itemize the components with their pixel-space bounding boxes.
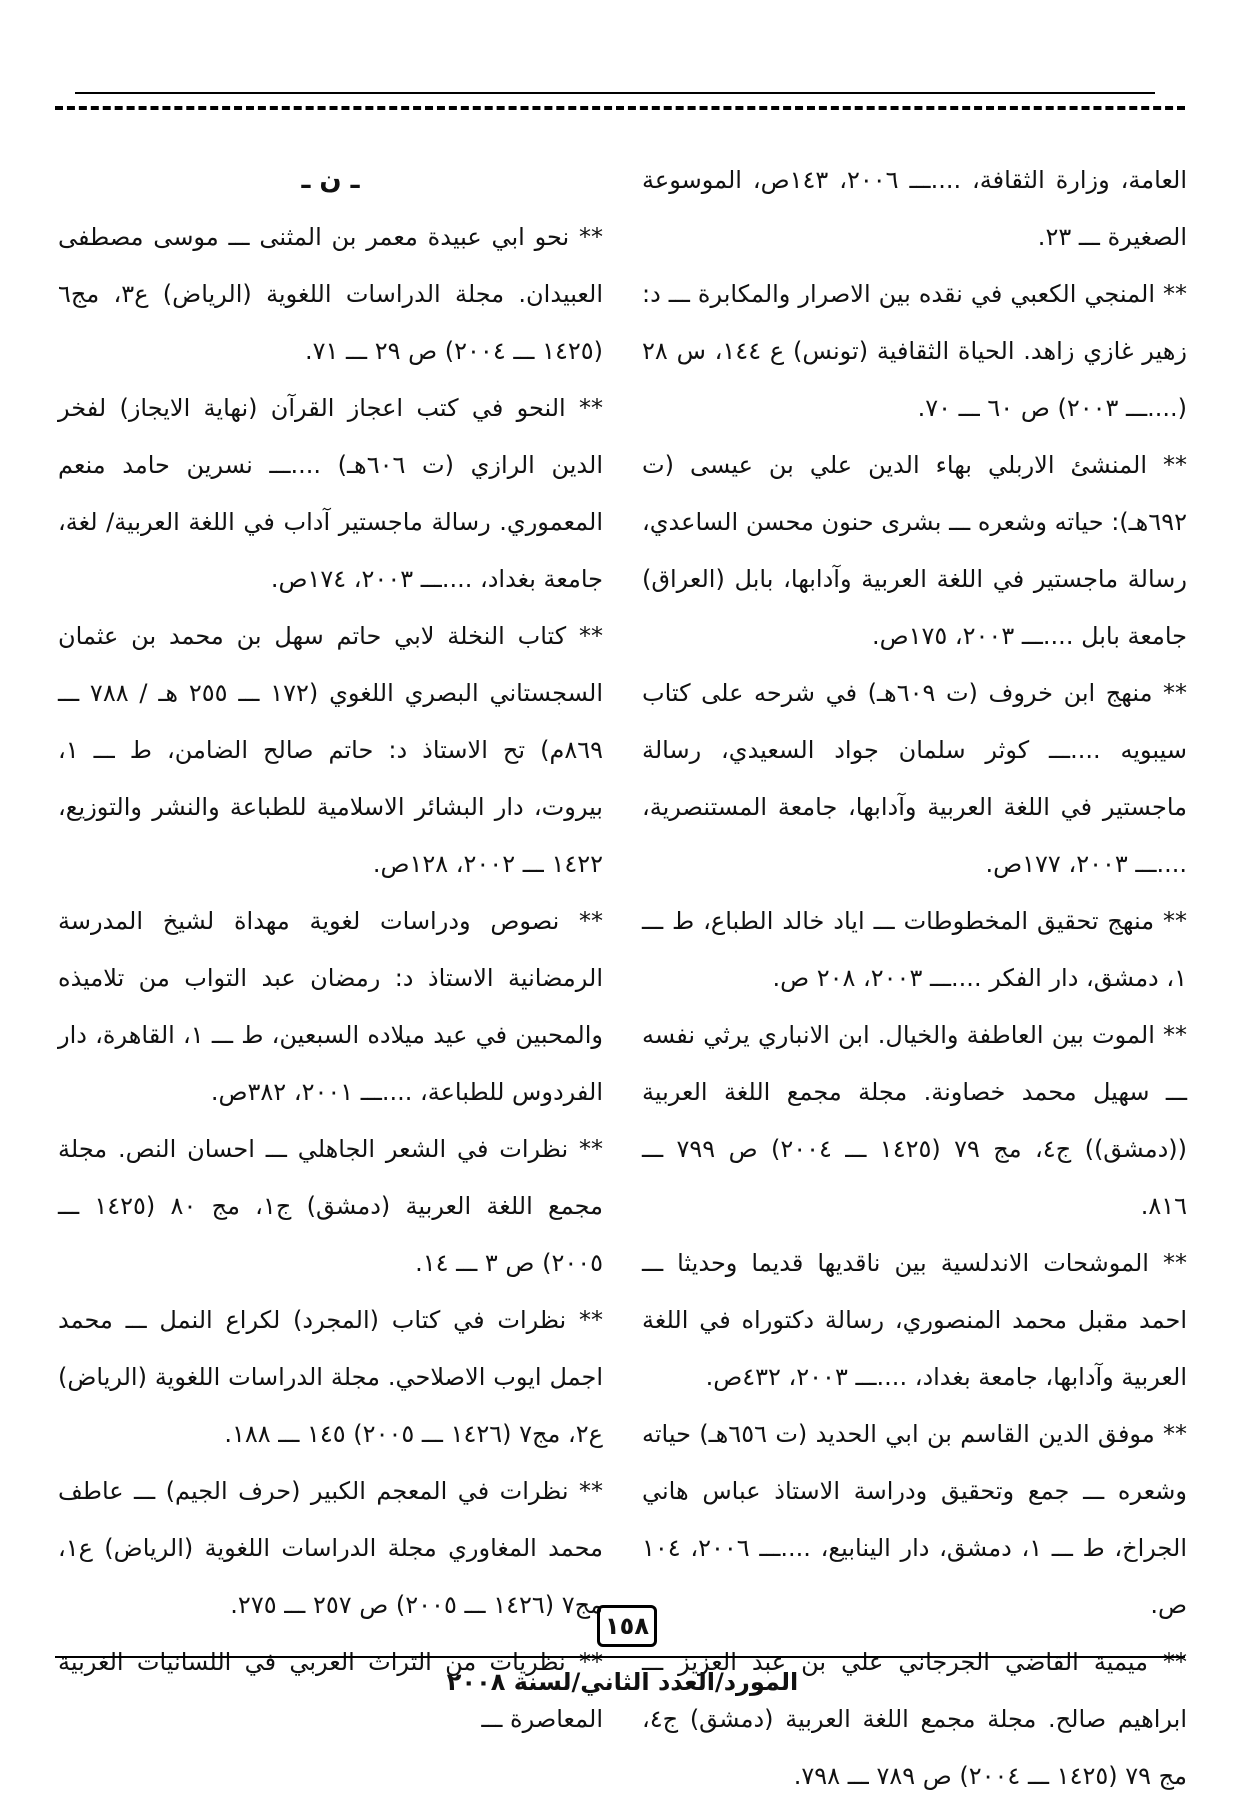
bibliography-entry: ** نظرات في الشعر الجاهلي ـــ احسان النص. مجلة مجمع اللغة العربية (دمشق) ج١، مج ٨٠ (١٤٢٥ ـــ ٢٠٠٥) ص ٣ ـــ ١٤. [58, 1135, 603, 1277]
bibliography-entry: ** النحو في كتب اعجاز القرآن (نهاية الايجاز) لفخر الدين الرازي (ت ٦٠٦هـ) ....ـــ نسرين حامد منعم المعموري. رسالة ماجستير آداب في اللغة العربية/ لغة، جامعة بغداد، ....ـــ ٢٠٠٣، ١٧٤ص. [58, 394, 603, 593]
bibliography-entry: ** نحو ابي عبيدة معمر بن المثنى ـــ موسى مصطفى العبيدان. مجلة الدراسات اللغوية (الرياض) ع٣، مج٦ (١٤٢٥ ـــ ٢٠٠٤) ص ٢٩ ـــ ٧١. [58, 223, 603, 365]
bibliography-entry: ** المنجي الكعبي في نقده بين الاصرار والمكابرة ـــ د: زهير غازي زاهد. الحياة الثقافية (تونس) ع ١٤٤، س ٢٨ (....ـــ ٢٠٠٣) ص ٦٠ ـــ ٧٠. [642, 280, 1187, 422]
bibliography-entry: ** نظرات في المعجم الكبير (حرف الجيم) ـــ عاطف محمد المغاوري مجلة الدراسات اللغوية (الرياض) ع١، مج٧ (١٤٢٦ ـــ ٢٠٠٥) ص ٢٥٧ ـــ ٢٧٥. [58, 1477, 603, 1619]
bibliography-entry: ** الموت بين العاطفة والخيال. ابن الانباري يرثي نفسه ـــ سهيل محمد خصاونة. مجلة مجمع اللغة العربية ((دمشق)) ج٤، مج ٧٩ (١٤٢٥ ـــ ٢٠٠٤) ص ٧٩٩ ـــ ٨١٦. [642, 1021, 1187, 1220]
journal-footer: المورد/العدد الثاني/لسنة ٢٠٠٨ [446, 1668, 799, 1696]
bibliography-entry: ** ميمية القاضي الجرجاني علي بن عبد العزيز ـــ ابراهيم صالح. مجلة مجمع اللغة العربية (دمشق) ج٤، مج ٧٩ (١٤٢٥ ـــ ٢٠٠٤) ص ٧٨٩ ـــ ٧٩٨. [642, 1648, 1187, 1790]
page-number: ١٥٨ [597, 1605, 657, 1647]
bibliography-entry: ** نصوص ودراسات لغوية مهداة لشيخ المدرسة الرمضانية الاستاذ د: رمضان عبد التواب من تلاميذه والمحبين في عيد ميلاده السبعين، ط ـــ ١، القاهرة، دار الفردوس للطباعة، ....ـــ ٢٠٠١، ٣٨٢ص. [58, 907, 603, 1106]
bibliography-entry: ** موفق الدين القاسم بن ابي الحديد (ت ٦٥٦هـ) حياته وشعره ـــ جمع وتحقيق ودراسة الاستاذ عباس هاني الجراخ، ط ـــ ١، دمشق، دار الينابيع، ....ـــ ٢٠٠٦، ١٠٤ ص. [642, 1420, 1188, 1619]
header-rule [75, 92, 1155, 94]
footer-rule [55, 1656, 1185, 1658]
bibliography-entry: ** المنشئ الاربلي بهاء الدين علي بن عيسى (ت ٦٩٢هـ): حياته وشعره ـــ بشرى حنون محسن الساعدي، رسالة ماجستير في اللغة العربية وآدابها، بابل (العراق) جامعة بابل ....ـــ ٢٠٠٣، ١٧٥ص. [642, 451, 1187, 650]
bibliography-entry: ** كتاب النخلة لابي حاتم سهل بن محمد بن عثمان السجستاني البصري اللغوي (١٧٢ ـــ ٢٥٥ هـ / ٧٨٨ ـــ ٨٦٩م) تح الاستاذ د: حاتم صالح الضامن، ط ـــ ١، بيروت، دار البشائر الاسلامية للطباعة والنشر والتوزيع، ١٤٢٢ ـــ ٢٠٠٢، ١٢٨ص. [58, 622, 603, 878]
header-dashed-rule [55, 106, 1185, 110]
right-column [642, 152, 1187, 1805]
bibliography-entry: ** نظريات من التراث العربي في اللسانيات الغربية المعاصرة ـــ [58, 1648, 603, 1733]
bibliography-entry: ** منهج تحقيق المخطوطات ـــ اياد خالد الطباع، ط ـــ ١، دمشق، دار الفكر ....ـــ ٢٠٠٣، ٢٠٨ ص. [642, 907, 1187, 992]
bibliography-entry: العامة، وزارة الثقافة، ....ـــ ٢٠٠٦، ١٤٣ص، الموسوعة الصغيرة ـــ ٢٣. [642, 166, 1187, 251]
bibliography-entry: ** منهج ابن خروف (ت ٦٠٩هـ) في شرحه على كتاب سيبويه ....ـــ كوثر سلمان جواد السعيدي، رسالة ماجستير في اللغة العربية وآدابها، جامعة المستنصرية، ....ـــ ٢٠٠٣، ١٧٧ص. [642, 679, 1187, 878]
bibliography-entry: ** الموشحات الاندلسية بين ناقديها قديما وحديثا ـــ احمد مقبل محمد المنصوري، رسالة دكتوراه في اللغة العربية وآدابها، جامعة بغداد، ....ـــ ٢٠٠٣، ٤٣٢ص. [642, 1249, 1187, 1391]
left-column [58, 152, 603, 1748]
bibliography-entry: ** نظرات في كتاب (المجرد) لكراع النمل ـــ محمد اجمل ايوب الاصلاحي. مجلة الدراسات اللغوية (الرياض) ع٢، مج٧ (١٤٢٦ ـــ ٢٠٠٥) ١٤٥ ـــ ١٨٨. [58, 1306, 603, 1448]
section-letter-heading: ـ ن ـ [301, 165, 360, 195]
